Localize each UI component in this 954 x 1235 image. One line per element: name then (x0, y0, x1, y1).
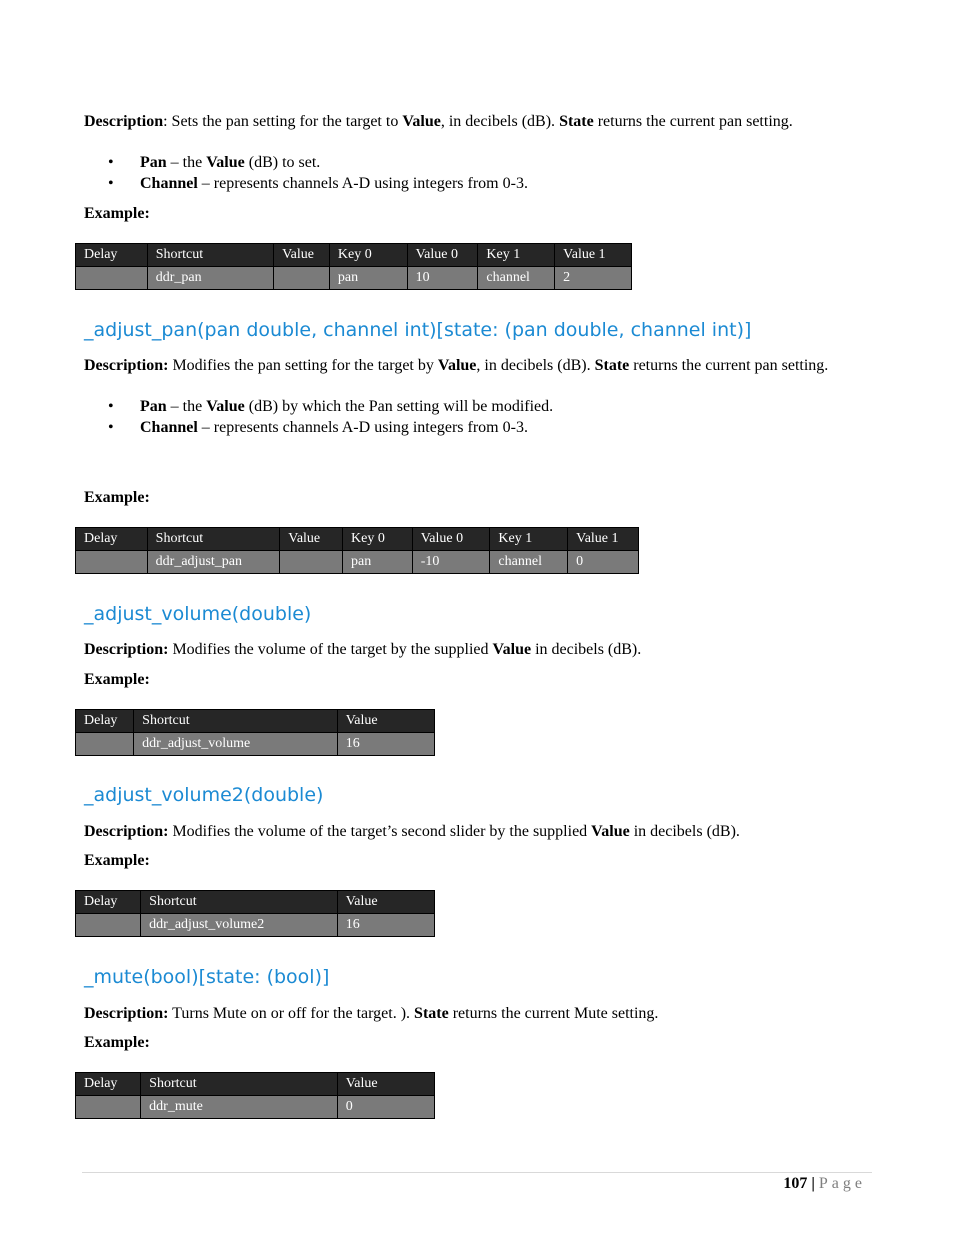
description-label: Description: (84, 823, 169, 840)
description-label: Description: (84, 641, 169, 658)
table-header-row (76, 1073, 435, 1096)
description-text: in decibels (dB). (531, 641, 642, 658)
table-header-cell: Value (274, 244, 330, 267)
table-cell: 16 (337, 733, 434, 756)
page-word: Page (818, 1175, 866, 1192)
table-header-row (76, 891, 435, 914)
example-table (75, 527, 639, 574)
table-row (76, 733, 435, 756)
example-label: Example: (84, 671, 150, 688)
table-cell (76, 1096, 141, 1119)
example-label: Example: (84, 205, 150, 222)
bullet-term: Channel (140, 419, 198, 436)
section-heading: _adjust_pan(pan double, channel int)[state: (pan double, channel int)] (84, 319, 752, 341)
description-text: : Sets the pan setting for the target to (163, 113, 403, 130)
section-heading: _mute(bool)[state: (bool)] (84, 966, 330, 988)
table-header-row (76, 710, 435, 733)
table-cell: ddr_mute (141, 1096, 338, 1119)
section-heading: _adjust_volume(double) (84, 603, 312, 625)
footer-divider (82, 1172, 872, 1173)
adjust-pan-description (84, 356, 870, 376)
footer-separator: | (807, 1175, 819, 1192)
table-header-cell: Delay (76, 1073, 141, 1096)
description-text: Turns Mute on or off for the target. ). (168, 1005, 415, 1022)
table-cell (76, 551, 148, 574)
page-number: 107 (783, 1175, 808, 1192)
table-cell: 0 (568, 551, 639, 574)
table-header-cell: Value 0 (412, 528, 490, 551)
description-text: returns the current pan setting. (593, 113, 793, 130)
bullet-icon: • (108, 154, 114, 171)
example-label: Example: (84, 852, 150, 869)
table-header-cell: Delay (76, 244, 148, 267)
description-text: returns the current pan setting. (629, 357, 829, 374)
description-label: Description: (84, 1005, 169, 1022)
table-header-cell: Value (337, 891, 434, 914)
bullet-text: – represents channels A-D using integers from 0-3. (197, 419, 528, 436)
bullet-text: (dB) by which the Pan setting will be modified. (244, 398, 554, 415)
bullet-term: Channel (140, 175, 198, 192)
table-header-cell: Key 1 (478, 244, 555, 267)
table-cell: channel (478, 267, 555, 290)
description-text: in decibels (dB). (629, 823, 740, 840)
bullet-text: – the (166, 398, 207, 415)
bullet-icon: • (108, 398, 114, 415)
example-label: Example: (84, 489, 150, 506)
table-header-cell: Shortcut (141, 891, 338, 914)
value-keyword: Value (437, 357, 477, 374)
adjust-volume-description (84, 640, 870, 660)
table-cell (76, 267, 148, 290)
table-header-cell: Delay (76, 528, 148, 551)
table-cell: pan (343, 551, 413, 574)
description-text: returns the current Mute setting. (448, 1005, 659, 1022)
value-keyword: Value (206, 398, 245, 415)
table-header-cell: Delay (76, 891, 141, 914)
mute-description (84, 1004, 870, 1024)
table-header-cell: Value (280, 528, 343, 551)
value-keyword: Value (591, 823, 630, 840)
bullet-text: – the (166, 154, 207, 171)
state-keyword: State (594, 357, 630, 374)
value-keyword: Value (206, 154, 245, 171)
bullet-term: Pan (140, 398, 167, 415)
description-text: Modifies the pan setting for the target by (168, 357, 438, 374)
pan-description (84, 112, 870, 132)
example-label: Example: (84, 1034, 150, 1051)
section-heading: _adjust_volume2(double) (84, 784, 324, 806)
description-label: Description (84, 113, 164, 130)
table-cell: ddr_adjust_volume2 (141, 914, 338, 937)
description-text: Modifies the volume of the target by the supplied (168, 641, 493, 658)
table-cell: ddr_pan (147, 267, 273, 290)
table-row (76, 267, 632, 290)
table-header-cell: Shortcut (147, 528, 280, 551)
table-cell: 0 (337, 1096, 434, 1119)
table-header-cell: Delay (76, 710, 134, 733)
table-header-cell: Key 1 (490, 528, 568, 551)
table-header-row (76, 244, 632, 267)
table-cell: 16 (337, 914, 434, 937)
table-row (76, 914, 435, 937)
adjust-volume2-description (84, 822, 870, 842)
example-table (75, 890, 435, 937)
table-row (76, 1096, 435, 1119)
bullet-text: – represents channels A-D using integers from 0-3. (197, 175, 528, 192)
table-header-cell: Value 0 (407, 244, 478, 267)
description-label: Description: (84, 357, 169, 374)
bullet-term: Pan (140, 154, 167, 171)
table-cell: channel (490, 551, 568, 574)
table-cell: 2 (555, 267, 632, 290)
description-text: , in decibels (dB). (440, 113, 560, 130)
page-footer (0, 1174, 866, 1194)
table-cell (274, 267, 330, 290)
table-header-cell: Value (337, 1073, 434, 1096)
value-keyword: Value (492, 641, 532, 658)
table-header-cell: Shortcut (141, 1073, 338, 1096)
state-keyword: State (414, 1005, 449, 1022)
table-cell: ddr_adjust_volume (134, 733, 338, 756)
bullet-icon: • (108, 175, 114, 192)
table-row (76, 551, 639, 574)
table-cell: 10 (407, 267, 478, 290)
table-cell: ddr_adjust_pan (147, 551, 280, 574)
table-header-row (76, 528, 639, 551)
table-cell (280, 551, 343, 574)
table-cell: -10 (412, 551, 490, 574)
table-header-cell: Value 1 (568, 528, 639, 551)
table-cell (76, 733, 134, 756)
example-table (75, 243, 632, 290)
table-header-cell: Shortcut (147, 244, 273, 267)
table-cell (76, 914, 141, 937)
table-header-cell: Value 1 (555, 244, 632, 267)
state-keyword: State (559, 113, 594, 130)
table-header-cell: Key 0 (329, 244, 407, 267)
bullet-text: (dB) to set. (244, 154, 321, 171)
value-keyword: Value (402, 113, 441, 130)
bullet-icon: • (108, 419, 114, 436)
example-table (75, 1072, 435, 1119)
description-text: Modifies the volume of the target’s second slider by the supplied (168, 823, 592, 840)
table-cell: pan (329, 267, 407, 290)
table-header-cell: Shortcut (134, 710, 338, 733)
example-table (75, 709, 435, 756)
table-header-cell: Key 0 (343, 528, 413, 551)
description-text: , in decibels (dB). (476, 357, 595, 374)
table-header-cell: Value (337, 710, 434, 733)
